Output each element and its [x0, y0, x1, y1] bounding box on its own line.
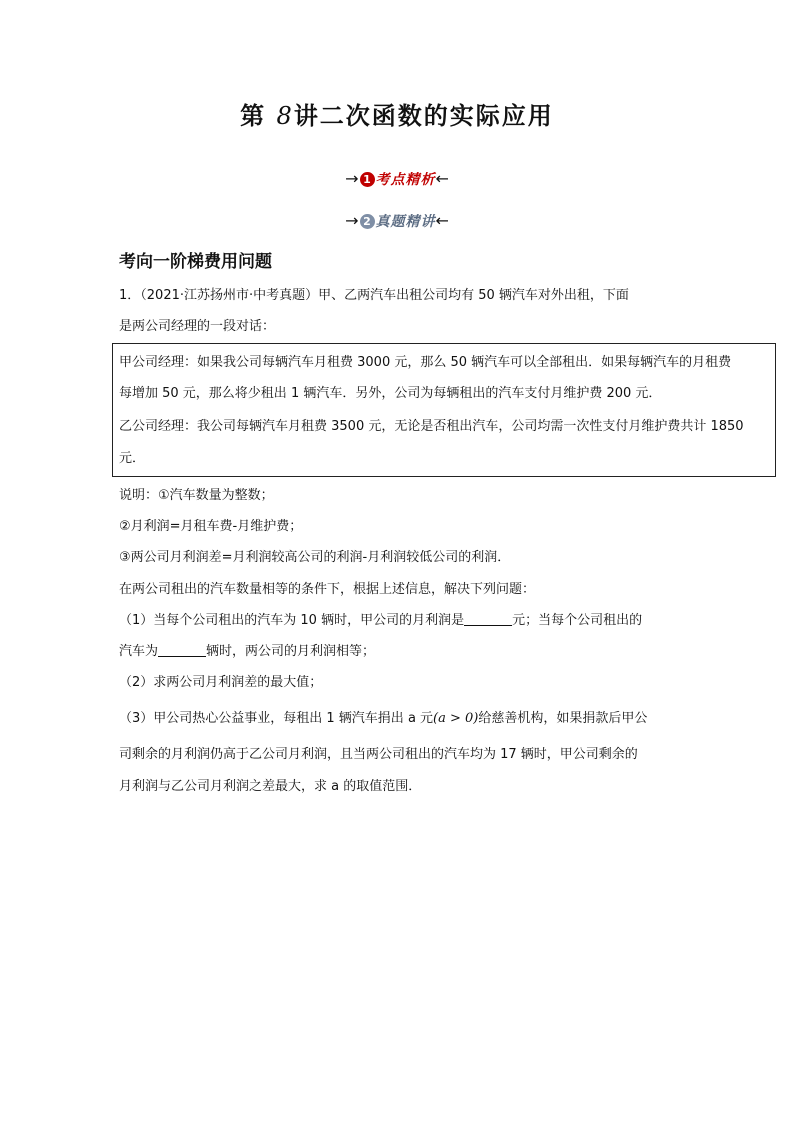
section-heading: 考向一阶梯费用问题: [119, 252, 272, 272]
note-line: 在两公司租出的汽车数量相等的条件下，根据上述信息，解决下列问题：: [119, 582, 536, 597]
problem-intro-line: 1．（2021·江苏扬州市·中考真题）甲、乙两汽车出租公司均有 50 辆汽车对外出租，下面: [119, 288, 629, 303]
badge-number-icon: 1: [360, 172, 375, 187]
question-3-line: 月利润与乙公司月利润之差最大，求 a 的取值范围．: [119, 779, 422, 794]
question-1-line: 汽车为 辆时，两公司的月利润相等；: [119, 644, 376, 659]
right-arrow-icon: →: [345, 169, 359, 188]
left-arrow-icon: ←: [435, 211, 449, 230]
right-arrow-icon: →: [345, 211, 359, 230]
math-expression: (a > 0): [433, 711, 479, 726]
badge-number-icon: 2: [360, 214, 375, 229]
marker-label: 考点精析: [375, 172, 436, 188]
page-title: 第 8讲二次函数的实际应用: [240, 101, 554, 130]
section-marker-kaodian: [0, 169, 794, 190]
problem-intro-line: 是两公司经理的一段对话：: [119, 319, 276, 334]
section-marker-zhenti: [0, 211, 794, 232]
question-1-line: （1）当每个公司租出的汽车为 10 辆时，甲公司的月利润是 元；当每个公司租出的: [119, 613, 643, 628]
left-arrow-icon: ←: [435, 169, 449, 188]
dialog-line: 元．: [119, 451, 146, 466]
note-line: 说明：①汽车数量为整数；: [119, 488, 274, 503]
marker-label: 真题精讲: [375, 214, 436, 230]
note-line: ③两公司月利润差=月利润较高公司的利润-月利润较低公司的利润．: [119, 550, 511, 565]
dialog-line: 乙公司经理：我公司每辆汽车月租费 3500 元，无论是否租出汽车，公司均需一次性支付月维护费共计 1850: [119, 419, 744, 434]
question-3-line: 司剩余的月利润仍高于乙公司月利润，且当两公司租出的汽车均为 17 辆时，甲公司剩余的: [119, 747, 638, 762]
note-line: ②月利润=月租车费-月维护费；: [119, 519, 303, 534]
dialog-line: 每增加 50 元，那么将少租出 1 辆汽车．另外，公司为每辆租出的汽车支付月维护费 200 元．: [119, 386, 662, 401]
question-2-line: （2）求两公司月利润差的最大值；: [119, 675, 323, 690]
answer-blank[interactable]: [158, 642, 206, 657]
answer-blank[interactable]: [464, 611, 512, 626]
dialog-line: 甲公司经理：如果我公司每辆汽车月租费 3000 元，那么 50 辆汽车可以全部租出．如果每辆汽车的月租费: [119, 355, 732, 370]
question-3-line: （3）甲公司热心公益事业，每租出 1 辆汽车捐出 a 元(a > 0)给慈善机构，如果捐款后甲公: [119, 711, 648, 726]
